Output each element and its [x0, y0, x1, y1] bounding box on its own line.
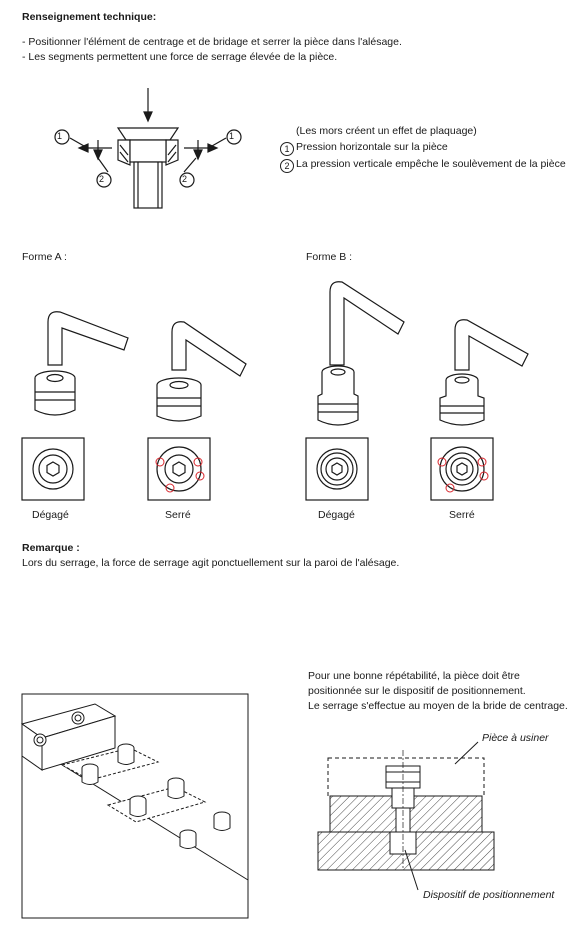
intro-line-1: - Positionner l'élément de centrage et de bridage et serrer la pièce dans l'alésage.: [22, 36, 402, 48]
callout-2-left: 2: [99, 174, 105, 184]
bottom-text-line-2: positionnée sur le dispositif de positionnement.: [308, 685, 526, 697]
label-positioning-device: Dispositif de positionnement: [423, 889, 555, 901]
legend-number-2: 2: [280, 159, 294, 173]
callout-2-right: 2: [182, 174, 188, 184]
callout-1-left: 1: [57, 131, 63, 141]
form-b-label: Forme B :: [306, 251, 353, 263]
legend-number-1: 1: [280, 142, 294, 156]
legend-text-2: La pression verticale empêche le soulèvement de la pièce: [296, 158, 566, 170]
remark-text: Lors du serrage, la force de serrage agit ponctuellement sur la paroi de l'alésage.: [22, 557, 400, 569]
legend-text-1: Pression horizontale sur la pièce: [296, 141, 448, 153]
label-workpiece: Pièce à usiner: [482, 732, 549, 744]
remark-title: Remarque :: [22, 542, 80, 554]
caption-form-a-released: Dégagé: [32, 509, 69, 521]
page-heading: Renseignement technique:: [22, 11, 157, 23]
bottom-text-line-1: Pour une bonne répétabilité, la pièce doit être: [308, 670, 520, 682]
caption-form-b-clamped: Serré: [449, 509, 475, 521]
bottom-text-line-3: Le serrage s'effectue au moyen de la bride de centrage.: [308, 700, 568, 712]
callout-1-right: 1: [229, 131, 235, 141]
intro-line-2: - Les segments permettent une force de serrage élevée de la pièce.: [22, 51, 338, 63]
legend-intro: (Les mors créent un effet de plaquage): [296, 125, 477, 137]
caption-form-b-released: Dégagé: [318, 509, 355, 521]
caption-form-a-clamped: Serré: [165, 509, 191, 521]
form-a-label: Forme A :: [22, 251, 67, 263]
